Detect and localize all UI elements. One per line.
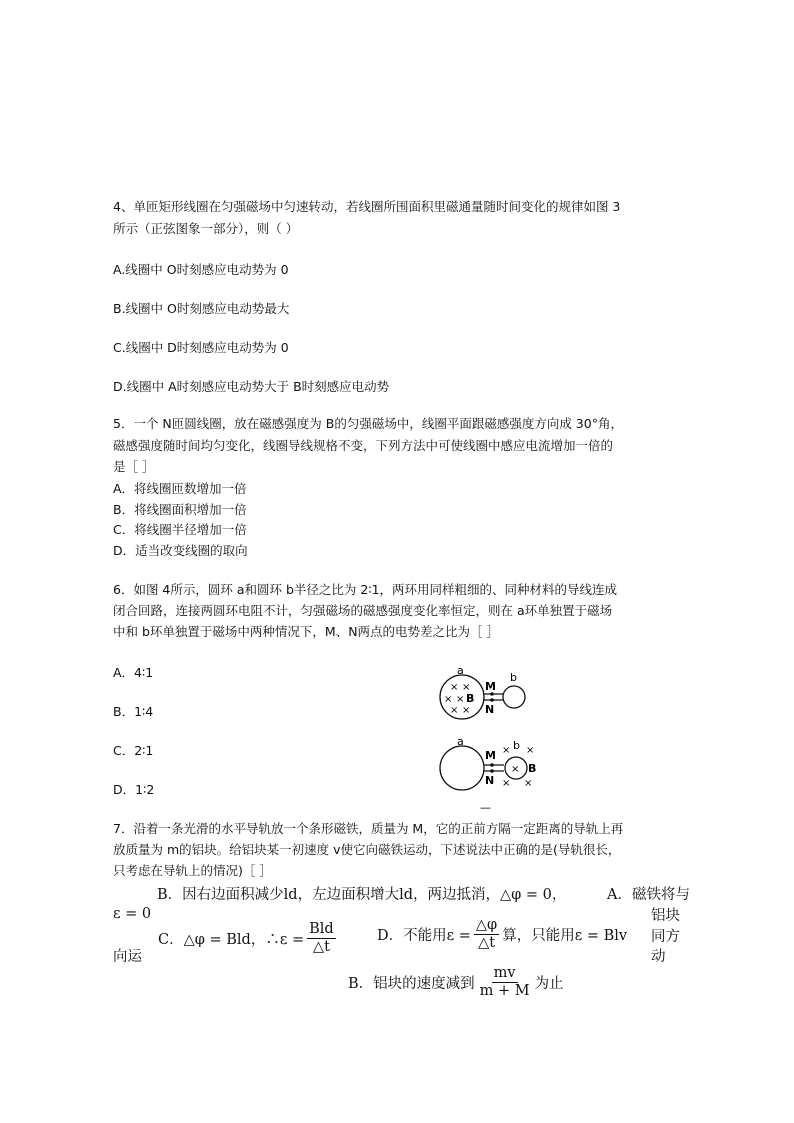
q7-option-d-fraction: [474, 917, 499, 952]
q7-option-a-head: A．磁铁将与: [607, 887, 690, 903]
q7-option-b2-fraction: [478, 965, 532, 1000]
q7-option-b-first: B．因右边面积减少ld，左边面积增大ld，两边抵消，△φ = 0，: [157, 887, 567, 903]
q6-option-a: A．4∶1: [113, 665, 154, 680]
label-N-bottom: N: [485, 774, 495, 787]
q7-option-c-prefix: C．△φ = Bld，∴ε =: [158, 932, 305, 948]
q5-option-b: B．将线圈面积增加一倍: [113, 502, 247, 517]
label-b-bottom: b: [513, 739, 520, 752]
point-N-top: [490, 698, 494, 702]
q7-option-b2-den: m + M: [479, 983, 530, 999]
q5-option-a: A．将线圈匝数增加一倍: [113, 481, 247, 496]
cross-mark: ×: [462, 682, 471, 693]
q7-right-col-1: 铝块: [651, 908, 680, 924]
label-a-bottom: a: [457, 735, 464, 748]
figure-dash: —: [480, 801, 491, 814]
q7-option-d: [377, 917, 627, 952]
cross-mark: ×: [511, 764, 520, 775]
q7-stem-line3: 只考虑在导轨上的情况)［ ］: [113, 863, 272, 878]
q7-option-b-second: [348, 965, 564, 1000]
q6-option-b: B．1∶4: [113, 704, 154, 719]
label-B-top: B: [466, 692, 475, 705]
ring-b-top: [503, 686, 525, 708]
q5-stem-line2: 磁感强度随时间均匀变化，线圈导线规格不变，下列方法中可使线圈中感应电流增加一倍的: [113, 438, 614, 453]
cross-mark: ×: [502, 778, 511, 789]
q6-option-c: C．2∶1: [113, 743, 154, 758]
q7-stem-line2: 放质量为 m的铝块。给铝块某一初速度 v使它向磁铁运动，下述说法中正确的是(导轨很长，: [113, 842, 621, 857]
q7-eps-zero: ε = 0: [113, 906, 152, 922]
label-N-top: N: [485, 703, 495, 716]
q6-stem-line2: 闭合回路，连接两圆环电阻不计，匀强磁场的磁感强度变化率恒定，则在 a环单独置于磁场: [113, 603, 613, 618]
q7-option-d-suffix: 算，只能用ε = Blv: [502, 928, 628, 944]
q6-stem-line3: 中和 b环单独置于磁场中两种情况下，M、N两点的电势差之比为［ ］: [113, 624, 500, 639]
figure-4-diagram: [430, 660, 570, 815]
cross-mark: ×: [450, 705, 459, 716]
cross-mark: ×: [526, 745, 535, 756]
q7-option-b2-suffix: 为止: [534, 976, 564, 992]
label-a-top: a: [457, 664, 464, 677]
q7-option-d-prefix: D．不能用ε =: [377, 928, 471, 944]
label-B-bottom: B: [528, 762, 537, 775]
q7-option-c-fraction: [307, 921, 336, 956]
q7-option-c-den: △t: [312, 939, 330, 955]
q5-option-c: C．将线圈半径增加一倍: [113, 522, 247, 537]
cross-mark: ×: [444, 694, 453, 705]
q4-option-a: A.线圈中 O时刻感应电动势为 0: [113, 262, 289, 277]
q5-stem-line3: 是［ ］: [113, 459, 155, 474]
q7-option-c: [158, 921, 339, 956]
q7-stem-line1: 7．沿着一条光滑的水平导轨放一个条形磁铁，质量为 M，它的正前方隔一定距离的导轨上再: [113, 821, 624, 836]
q5-stem-line1: 5．一个 N匝圆线圈，放在磁感强度为 B的匀强磁场中，线圈平面跟磁感强度方向成 30°角，: [113, 416, 623, 431]
label-M-top: M: [485, 680, 496, 693]
q5-option-d: D．适当改变线圈的取向: [113, 543, 248, 558]
point-N-bottom: [490, 769, 494, 773]
point-M-bottom: [490, 763, 494, 767]
q4-option-d: D.线圈中 A时刻感应电动势大于 B时刻感应电动势: [113, 379, 390, 394]
q7-option-c-num: Bld: [309, 921, 334, 937]
cross-mark: ×: [502, 745, 511, 756]
q4-stem-line2: 所示（正弦图象一部分），则（ ）: [113, 221, 299, 236]
label-M-bottom: M: [485, 749, 496, 762]
q4-option-b: B.线圈中 O时刻感应电动势最大: [113, 301, 290, 316]
q7-option-d-num: △φ: [475, 917, 498, 933]
cross-mark: ×: [456, 694, 465, 705]
q7-right-col-3: 动: [651, 949, 666, 965]
cross-mark: ×: [462, 705, 471, 716]
label-b-top: b: [510, 671, 517, 684]
cross-mark: ×: [524, 778, 533, 789]
cross-mark: ×: [450, 682, 459, 693]
q6-stem-line1: 6．如图 4所示，圆环 a和圆环 b半径之比为 2∶1，两环用同样粗细的、同种材料的导线连成: [113, 582, 618, 597]
q7-move-left: 向运: [113, 949, 142, 965]
q7-option-b2-prefix: B．铝块的速度减到: [348, 976, 475, 992]
q7-option-b2-num: mv: [493, 965, 516, 981]
q4-stem-line1: 4、单匝矩形线圈在匀强磁场中匀速转动，若线圈所围面积里磁通量随时间变化的规律如图 3: [113, 199, 621, 214]
q7-right-col-2: 同方: [651, 929, 680, 945]
ring-a-bottom: [440, 746, 484, 790]
q6-option-d: D．1∶2: [113, 782, 155, 797]
q7-option-d-den: △t: [478, 935, 496, 951]
q4-option-c: C.线圈中 D时刻感应电动势为 0: [113, 340, 289, 355]
